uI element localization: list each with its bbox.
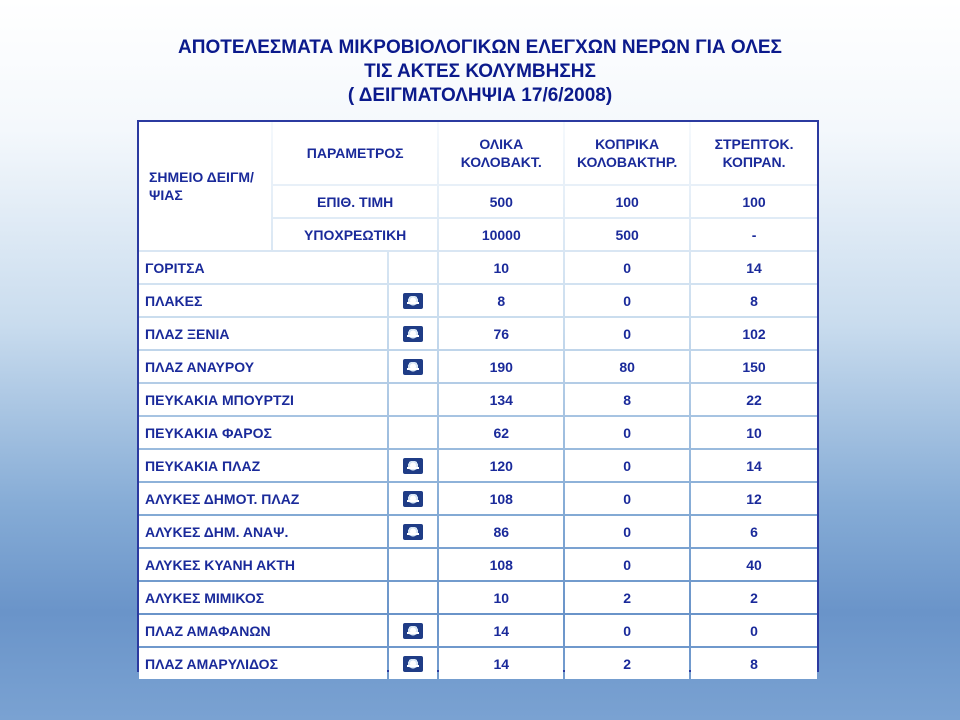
- parameter-header: ΠΑΡΑΜΕΤΡΟΣ: [273, 122, 437, 184]
- table-row: [139, 252, 817, 283]
- value-cell: 102: [691, 318, 817, 349]
- table-row: [139, 483, 817, 514]
- flag-cell: [389, 582, 438, 613]
- value-cell: 12: [691, 483, 817, 514]
- flag-cell: [389, 516, 438, 547]
- flag-cell: [389, 549, 438, 580]
- flag-cell: [389, 483, 438, 514]
- value-cell: 120: [439, 450, 563, 481]
- table-row: [139, 516, 817, 547]
- value-cell: 14: [691, 450, 817, 481]
- value-cell: 108: [439, 549, 563, 580]
- site-header: ΣΗΜΕΙΟ ΔΕΙΓΜ/ΨΙΑΣ: [139, 122, 271, 250]
- value-cell: 86: [439, 516, 563, 547]
- guide-value: 100: [691, 186, 817, 217]
- value-cell: 6: [691, 516, 817, 547]
- value-cell: 0: [565, 549, 689, 580]
- value-cell: 0: [565, 483, 689, 514]
- table-row: [139, 648, 817, 679]
- site-name: ΠΛΑΖ ΞΕΝΙΑ: [139, 318, 387, 349]
- site-name: ΠΛΑΖ ΑΜΑΡΥΛΙΔΟΣ: [139, 648, 387, 679]
- blue-flag-icon: [403, 458, 423, 474]
- value-cell: 8: [691, 285, 817, 316]
- table-row: [139, 450, 817, 481]
- site-name: ΠΛΑΖ ΑΝΑΥΡΟΥ: [139, 351, 387, 382]
- site-name: ΠΛΑΚΕΣ: [139, 285, 387, 316]
- table-row: [139, 384, 817, 415]
- site-name: ΠΛΑΖ ΑΜΑΦΑΝΩΝ: [139, 615, 387, 646]
- value-cell: 10: [691, 417, 817, 448]
- value-cell: 10: [439, 582, 563, 613]
- value-cell: 10: [439, 252, 563, 283]
- blue-flag-icon: [403, 359, 423, 375]
- value-cell: 76: [439, 318, 563, 349]
- table-row: [139, 615, 817, 646]
- flag-cell: [389, 285, 438, 316]
- table-row: [139, 318, 817, 349]
- blue-flag-icon: [403, 491, 423, 507]
- table-row: [139, 582, 817, 613]
- guide-value: 500: [439, 186, 563, 217]
- value-cell: 2: [565, 648, 689, 679]
- table-row: [139, 351, 817, 382]
- site-name: ΑΛΥΚΕΣ ΜΙΜΙΚΟΣ: [139, 582, 387, 613]
- mandatory-value: 10000: [439, 219, 563, 250]
- title-line-3: ( ΔΕΙΓΜΑΤΟΛΗΨΙΑ 17/6/2008): [347, 85, 613, 106]
- value-cell: 8: [565, 384, 689, 415]
- value-cell: 14: [691, 252, 817, 283]
- mandatory-label: ΥΠΟΧΡΕΩΤΙΚΗ: [273, 219, 437, 250]
- page-title: [0, 36, 960, 108]
- flag-cell: [389, 252, 438, 283]
- value-cell: 2: [691, 582, 817, 613]
- site-name: ΠΕΥΚΑΚΙΑ ΜΠΟΥΡΤΖΙ: [139, 384, 387, 415]
- title-line-2: ΤΙΣ ΑΚΤΕΣ ΚΟΛΥΜΒΗΣΗΣ: [364, 61, 596, 82]
- value-cell: 150: [691, 351, 817, 382]
- guide-value: 100: [565, 186, 689, 217]
- flag-cell: [389, 318, 438, 349]
- value-cell: 134: [439, 384, 563, 415]
- fecal-coliforms-header: ΚΟΠΡΙΚΑ ΚΟΛΟΒΑΚΤΗΡ.: [565, 122, 689, 184]
- value-cell: 0: [565, 516, 689, 547]
- blue-flag-icon: [403, 656, 423, 672]
- flag-cell: [389, 351, 438, 382]
- header-row: [139, 122, 817, 184]
- value-cell: 0: [565, 450, 689, 481]
- blue-flag-icon: [403, 293, 423, 309]
- results-table: [137, 120, 819, 681]
- value-cell: 8: [691, 648, 817, 679]
- flag-cell: [389, 450, 438, 481]
- table-row: [139, 549, 817, 580]
- site-name: ΠΕΥΚΑΚΙΑ ΦΑΡΟΣ: [139, 417, 387, 448]
- total-coliforms-header: ΟΛΙΚΑ ΚΟΛΟΒΑΚΤ.: [439, 122, 563, 184]
- blue-flag-icon: [403, 326, 423, 342]
- blue-flag-icon: [403, 623, 423, 639]
- table-row: [139, 417, 817, 448]
- value-cell: 0: [565, 318, 689, 349]
- value-cell: 0: [691, 615, 817, 646]
- value-cell: 40: [691, 549, 817, 580]
- site-name: ΑΛΥΚΕΣ ΚΥΑΝΗ ΑΚΤΗ: [139, 549, 387, 580]
- value-cell: 190: [439, 351, 563, 382]
- value-cell: 62: [439, 417, 563, 448]
- flag-cell: [389, 384, 438, 415]
- value-cell: 0: [565, 417, 689, 448]
- site-name: ΑΛΥΚΕΣ ΔΗΜ. ΑΝΑΨ.: [139, 516, 387, 547]
- flag-cell: [389, 417, 438, 448]
- blue-flag-icon: [403, 524, 423, 540]
- title-line-1: ΑΠΟΤΕΛΕΣΜΑΤΑ ΜΙΚΡΟΒΙΟΛΟΓΙΚΩΝ ΕΛΕΓΧΩΝ ΝΕΡΩΝ ΓΙΑ ΟΛΕΣ: [178, 37, 782, 58]
- value-cell: 0: [565, 615, 689, 646]
- value-cell: 0: [565, 252, 689, 283]
- site-name: ΓΟΡΙΤΣΑ: [139, 252, 387, 283]
- value-cell: 2: [565, 582, 689, 613]
- site-name: ΠΕΥΚΑΚΙΑ ΠΛΑΖ: [139, 450, 387, 481]
- guide-label: ΕΠΙΘ. ΤΙΜΗ: [273, 186, 437, 217]
- site-name: ΑΛΥΚΕΣ ΔΗΜΟΤ. ΠΛΑΖ: [139, 483, 387, 514]
- fecal-strep-header: ΣΤΡΕΠΤΟΚ. ΚΟΠΡΑΝ.: [691, 122, 817, 184]
- mandatory-value: -: [691, 219, 817, 250]
- value-cell: 22: [691, 384, 817, 415]
- flag-cell: [389, 648, 438, 679]
- flag-cell: [389, 615, 438, 646]
- value-cell: 14: [439, 615, 563, 646]
- table-row: [139, 285, 817, 316]
- value-cell: 80: [565, 351, 689, 382]
- mandatory-value: 500: [565, 219, 689, 250]
- value-cell: 14: [439, 648, 563, 679]
- value-cell: 108: [439, 483, 563, 514]
- value-cell: 0: [565, 285, 689, 316]
- value-cell: 8: [439, 285, 563, 316]
